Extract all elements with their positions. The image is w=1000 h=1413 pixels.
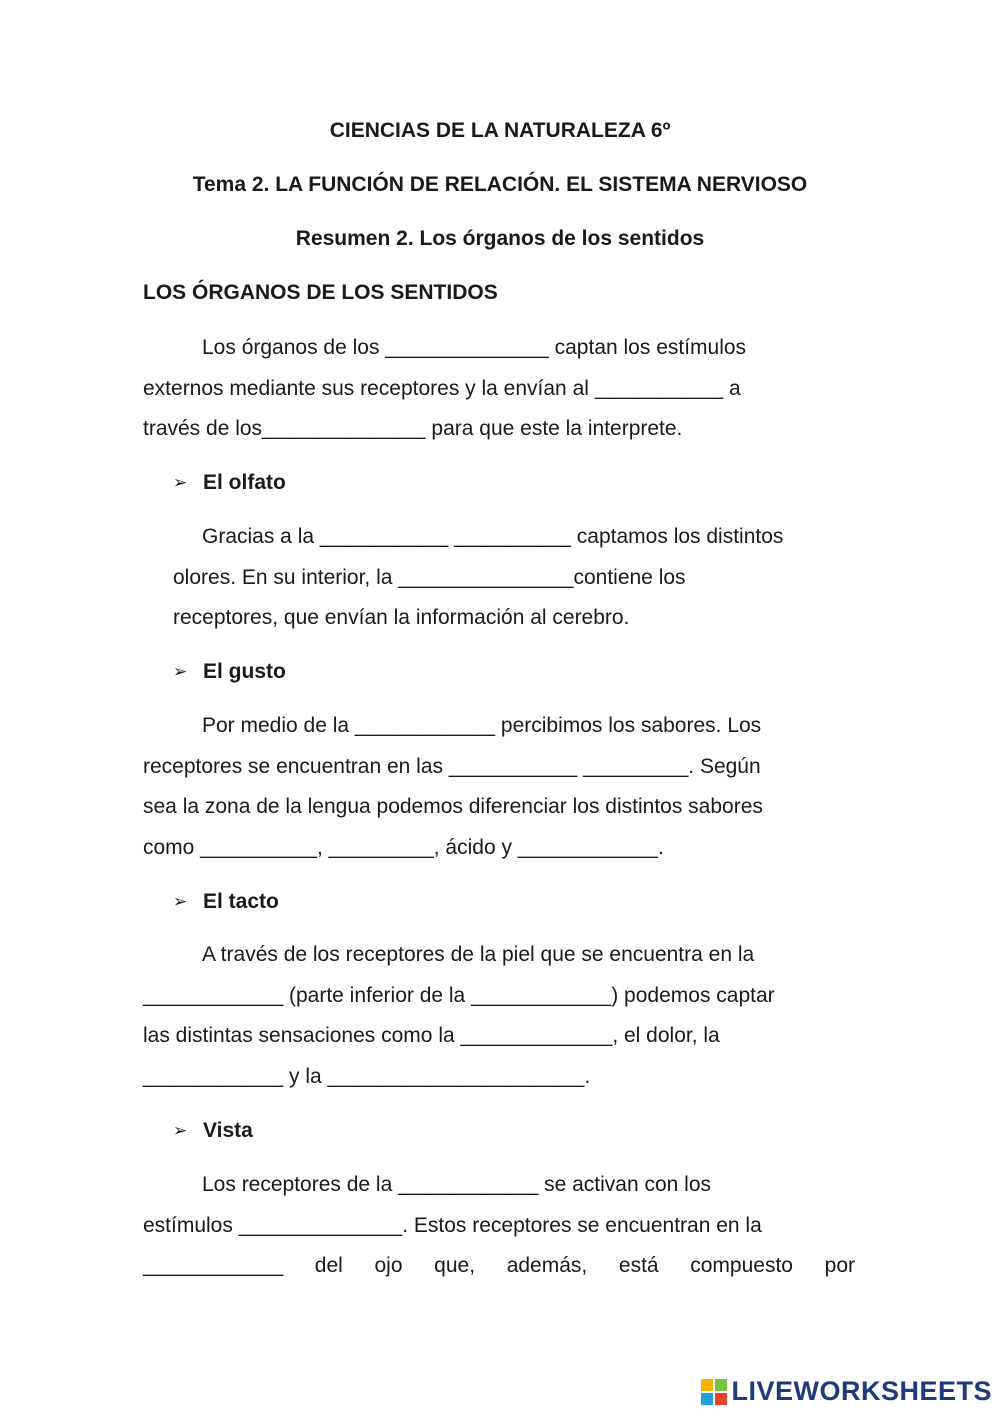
vista-line-3: ____________ del ojo que, además, está compuesto por [143,1254,855,1278]
intro-paragraph [143,328,855,450]
gusto-line-2: receptores se encuentran en las ___________ _________. Según [143,754,761,778]
gusto-line-4: como __________, _________, ácido y ____________. [143,836,664,860]
page-title: CIENCIAS DE LA NATURALEZA 6º [329,119,671,142]
intro-line-3: través de los______________ para que este la interprete. [143,417,683,441]
intro-line-1: Los órganos de los ______________ captan los estímulos [202,336,747,359]
summary-title: Resumen 2. Los órganos de los sentidos [295,227,705,250]
gusto-paragraph [143,706,855,869]
arrow-bullet-icon: ➢ [173,892,188,912]
section-gusto [173,660,286,684]
olfato-paragraph [173,517,855,639]
section-tacto [173,890,279,914]
vista-line-1: Los receptores de la ____________ se activan con los [202,1173,712,1196]
section-gusto-title: El gusto [203,660,286,683]
arrow-bullet-icon: ➢ [173,473,188,493]
arrow-bullet-icon: ➢ [173,662,188,682]
liveworksheets-logo-text: LIVEWORKSHEETS [731,1376,992,1406]
section-vista-title: Vista [203,1119,253,1142]
olfato-line-1: Gracias a la ___________ __________ captamos los distintos [202,525,784,548]
vista-line-2: estímulos ______________. Estos receptores se encuentran en la [143,1213,762,1237]
intro-line-2: externos mediante sus receptores y la envían al ___________ a [143,376,741,400]
gusto-line-3: sea la zona de la lengua podemos diferenciar los distintos sabores [143,795,763,819]
section-tacto-title: El tacto [203,890,279,913]
gusto-line-1: Por medio de la ____________ percibimos los sabores. Los [202,714,762,737]
tacto-line-2: ____________ (parte inferior de la ____________) podemos captar [143,983,775,1007]
tacto-line-1: A través de los receptores de la piel que se encuentra en la [202,943,755,966]
section-heading: LOS ÓRGANOS DE LOS SENTIDOS [143,281,498,304]
topic-title: Tema 2. LA FUNCIÓN DE RELACIÓN. EL SISTEMA NERVIOSO [192,173,808,196]
tacto-line-4: ____________ y la ______________________. [143,1065,591,1089]
section-olfato-title: El olfato [203,471,286,494]
section-vista [173,1119,253,1143]
tacto-paragraph [143,935,855,1098]
olfato-line-3: receptores, que envían la información al cerebro. [173,606,630,630]
tacto-line-3: las distintas sensaciones como la _____________, el dolor, la [143,1024,720,1048]
section-olfato [173,471,286,495]
liveworksheets-logo-icon [701,1379,727,1405]
arrow-bullet-icon: ➢ [173,1121,188,1141]
liveworksheets-logo [701,1376,992,1407]
vista-paragraph [143,1165,855,1287]
olfato-line-2: olores. En su interior, la _______________contiene los [173,565,686,589]
